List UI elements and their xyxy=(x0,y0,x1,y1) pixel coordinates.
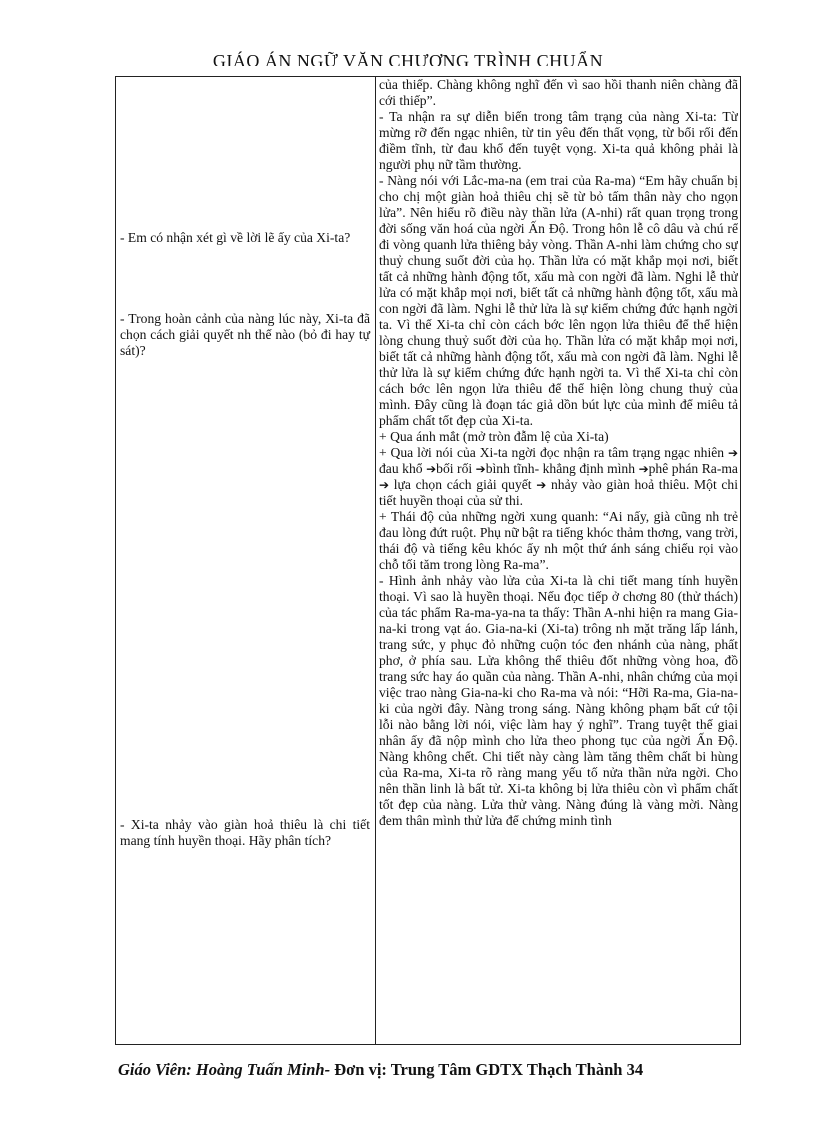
answer-text: lựa chọn cách giải quyết xyxy=(393,477,532,492)
arrow-right-icon: ➔ xyxy=(379,478,390,492)
footer-teacher: Giáo Viên: Hoàng Tuấn Minh- xyxy=(118,1060,331,1079)
answer-paragraph: + Qua ánh mắt (mở tròn đẫm lệ của Xi-ta) xyxy=(379,429,609,444)
lesson-table xyxy=(115,76,741,1045)
answer-text: nhảy vào giàn hoả thiêu. Một chi tiết huyền thoại của sử thi. xyxy=(379,477,738,508)
arrow-right-icon: ➔ xyxy=(727,446,738,460)
answer-paragraph: - Ta nhận ra sự diễn biến trong tâm trạng của nàng Xi-ta: Từ mừng rỡ đến ngạc nhiên, từ tin yêu đến thất vọng, từ bối rối đến điềm tĩnh, từ đau khổ đến tuyệt vọng. Xi-ta quả không phải là người phụ nữ tầm thường. xyxy=(379,109,738,172)
page-header xyxy=(0,44,816,66)
answer-paragraph: của thiếp. Chàng không nghĩ đến vì sao hồi thanh niên chàng đã cới thiếp”. xyxy=(379,77,738,108)
answer-text: + Qua lời nói của Xi-ta ngời đọc nhận ra tâm trạng ngạc nhiên xyxy=(379,445,725,460)
footer-unit: Đơn vị: Trung Tâm GDTX Thạch Thành xyxy=(330,1060,623,1079)
question-2: - Trong hoàn cảnh của nàng lúc này, Xi-ta đã chọn cách giải quyết nh thế nào (bỏ đi hay tự sát)? xyxy=(120,311,370,358)
answer-text: đau khổ xyxy=(379,461,423,476)
arrow-right-icon: ➔ xyxy=(475,462,486,476)
answer-paragraph: - Nàng nói với Lắc-ma-na (em trai của Ra-ma) “Em hãy chuẩn bị cho chị một giàn hoả thiêu chị sẽ từ bỏ tấm thân này cho ngọn lửa”. Nên hiểu rõ điều này thần lửa (A-nhi) rất quan trọng trong đời sống văn hoá của ngời Ấn Độ. Trong hôn lễ cô dâu và chú rể đi vòng quanh lửa thiêng bảy vòng. Thần A-nhi làm chứng cho sự thuỷ chung suốt đời của họ. Thần lửa có mặt khắp mọi nơi, biết tất cả những hành động tốt, xấu mà con ngời đã làm. Nghi lễ thử lửa có mặt khắp mọi nơi, biết tất cả những hành động tốt, xấu mà con ngời đã làm. Nghi lễ thử lửa là sự kiểm chứng đức hạnh ngời ta. Vì thế Xi-ta chỉ còn cách bớc lên ngọn lửa thiêu để thể hiện lòng chung thuỷ suốt đời của họ. Thần lửa có mặt khắp mọi nơi, biết tất cả những hành động tốt, xấu mà con ngời đã làm. Nghi lễ thử lửa là sự kiểm chứng đức hạnh ngời ta. Vì thế Xi-ta chỉ còn cách bớc lên ngọn lửa thiêu để thể hiện lòng chung thuỷ của mình. Đây cũng là đoạn tác giả dồn bút lực của mình để miêu tả phẩm chất tốt đẹp của Xi-ta. xyxy=(379,173,738,428)
answer-paragraph: - Hình ảnh nhảy vào lửa của Xi-ta là chi tiết mang tính huyền thoại. Vì sao là huyền thoại. Nếu đọc tiếp ở chơng 80 (thử thách) của tác phẩm Ra-ma-ya-na ta thấy: Thần A-nhi hiện ra mang Gia-na-ki trong vạt áo. Gia-na-ki (Xi-ta) trông nh mặt trăng lấp lánh, trang sức, y phục đỏ những cuộn tóc đen nhánh của nàng, phất phơ, ở phía sau. Lửa không thể thiêu đốt những vòng hoa, đồ trang sức hay áo quần của nàng. Thần A-nhi, nhân chứng của mọi việc trao nàng Gia-na-ki cho Ra-ma và nói: “Hỡi Ra-ma, Gia-na-ki của ngời đây. Nàng trong sáng. Nàng không phạm bất cứ tội lỗi nào bằng lời nói, việc làm hay ý nghĩ”. Trang tuyệt thế giai nhân ấy đã nộp mình cho lửa theo phong tục của ngời Ấn Độ. Nàng không chết. Chi tiết này càng làm tăng thêm chất bi hùng của Ra-ma, Xi-ta rõ ràng mang yếu tố nửa thần nửa ngời. Cho nên thần linh là bất tử. Xi-ta không bị lửa thiêu còn vì phẩm chất tốt đẹp của nàng. Lửa thử vàng. Nàng đúng là vàng mời. Nàng đem thân mình thử lửa để chứng minh tình xyxy=(379,573,738,828)
question-1: - Em có nhận xét gì về lời lẽ ấy của Xi-ta? xyxy=(120,230,351,245)
arrow-right-icon: ➔ xyxy=(426,462,437,476)
column-divider xyxy=(375,77,376,1044)
page-footer xyxy=(118,1058,748,1082)
answer-text: bối rối xyxy=(436,461,473,476)
arrow-right-icon: ➔ xyxy=(638,462,649,476)
header-title: GIÁO ÁN NGỮ VĂN CHƯƠNG TRÌNH CHUẨN xyxy=(212,51,604,66)
answer-paragraph: + Thái độ của những ngời xung quanh: “Ai nấy, già cũng nh trẻ đau lòng đứt ruột. Phụ nữ bật ra tiếng khóc thảm thơng, vang trời, thái độ và tiếng kêu khóc ấy nh một thứ ánh sáng chiếu rọi vào chỗ tối tăm trong lòng Ra-ma”. xyxy=(379,509,738,572)
answer-text: bình tĩnh- khẳng định mình xyxy=(485,461,636,476)
answer-paragraph-arrows xyxy=(379,445,738,509)
question-column xyxy=(116,77,375,1044)
answer-column xyxy=(379,77,738,1044)
answer-text: phê phán Ra-ma xyxy=(648,461,738,476)
question-3: - Xi-ta nhảy vào giàn hoả thiêu là chi tiết mang tính huyền thoại. Hãy phân tích? xyxy=(120,817,370,848)
page-number: 34 xyxy=(626,1060,644,1079)
arrow-right-icon: ➔ xyxy=(536,478,547,492)
